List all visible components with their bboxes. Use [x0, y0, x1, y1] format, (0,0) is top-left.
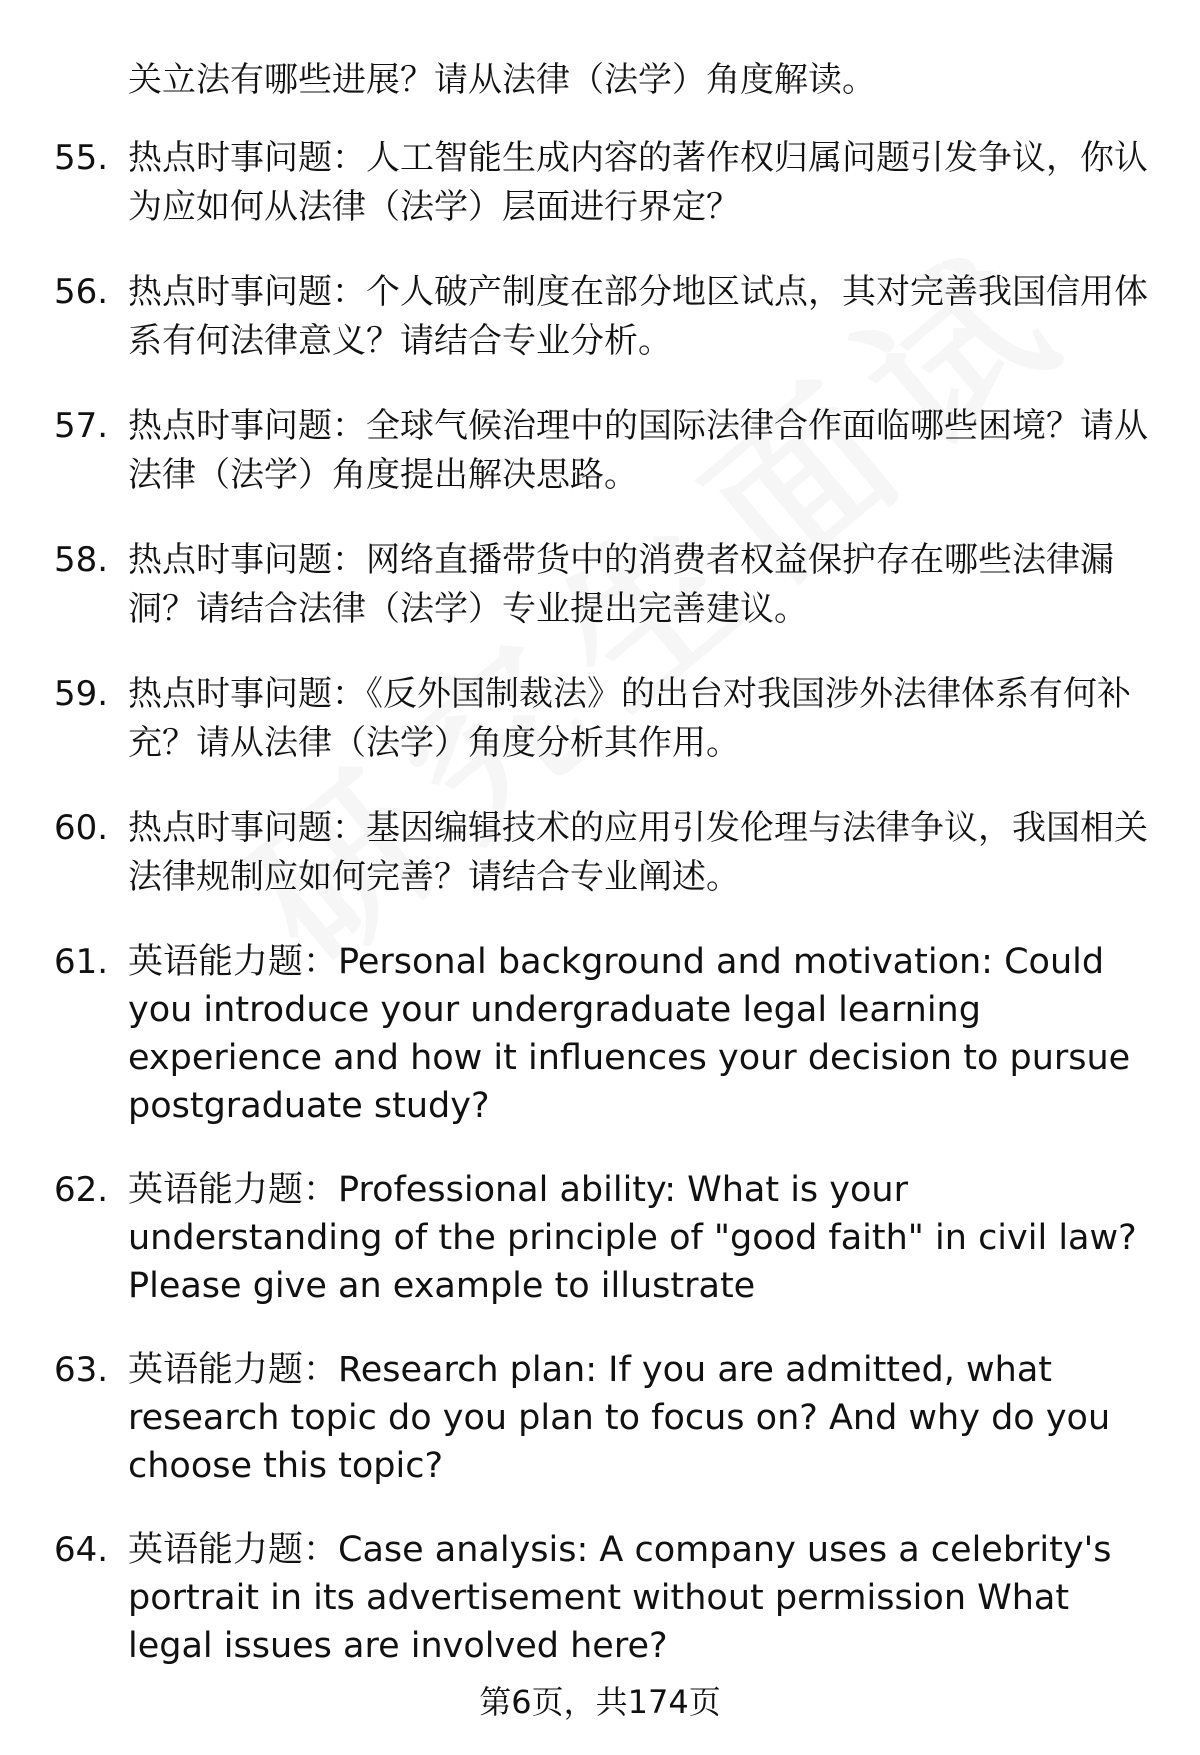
question-number: 56.	[54, 272, 109, 312]
question-number: 59.	[54, 674, 109, 714]
question-item	[0, 804, 1200, 902]
question-continuation-text: 关立法有哪些进展？请从法律（法学）角度解读。	[128, 60, 876, 100]
question-item	[0, 938, 1200, 1130]
question-item	[0, 268, 1200, 366]
question-item	[0, 670, 1200, 768]
question-item	[0, 1346, 1200, 1490]
question-item	[0, 1166, 1200, 1310]
question-text: 英语能力题：Research plan: If you are admitted, what research topic do you plan to focus on? And why do you choose this topic?	[128, 1350, 1111, 1486]
question-text: 英语能力题：Professional ability: What is your understanding of the principle of "good faith" in civil law? Please give an example to illustrate	[128, 1170, 1137, 1306]
question-item	[0, 1526, 1200, 1670]
question-number: 57.	[54, 406, 109, 446]
question-number: 64.	[54, 1530, 109, 1570]
question-item	[0, 134, 1200, 232]
question-text: 热点时事问题：《反外国制裁法》的出台对我国涉外法律体系有何补充？请从法律（法学）角度分析其作用。	[128, 674, 1131, 763]
question-text: 英语能力题：Personal background and motivation: Could you introduce your undergraduate legal learning experience and how it influences your decision to pursue postgraduate study?	[128, 942, 1131, 1126]
question-list	[0, 134, 1200, 1706]
question-number: 63.	[54, 1350, 109, 1390]
question-item	[0, 402, 1200, 500]
question-number: 62.	[54, 1170, 109, 1210]
question-text: 热点时事问题：基因编辑技术的应用引发伦理与法律争议，我国相关法律规制应如何完善？请结合专业阐述。	[128, 808, 1148, 897]
question-number: 55.	[54, 138, 109, 178]
question-text: 热点时事问题：个人破产制度在部分地区试点，其对完善我国信用体系有何法律意义？请结合专业分析。	[128, 272, 1148, 361]
question-number: 60.	[54, 808, 109, 848]
question-text: 英语能力题：Case analysis: A company uses a celebrity's portrait in its advertisement without permission What legal issues are involved here?	[128, 1530, 1112, 1666]
question-number: 61.	[54, 942, 109, 982]
question-text: 热点时事问题：全球气候治理中的国际法律合作面临哪些困境？请从法律（法学）角度提出解决思路。	[128, 406, 1148, 495]
question-item	[0, 536, 1200, 634]
page-footer: 第6页，共174页	[479, 1683, 721, 1721]
question-text: 热点时事问题：人工智能生成内容的著作权归属问题引发争议，你认为应如何从法律（法学）层面进行界定？	[128, 138, 1148, 227]
question-text: 热点时事问题：网络直播带货中的消费者权益保护存在哪些法律漏洞？请结合法律（法学）专业提出完善建议。	[128, 540, 1114, 629]
question-number: 58.	[54, 540, 109, 580]
